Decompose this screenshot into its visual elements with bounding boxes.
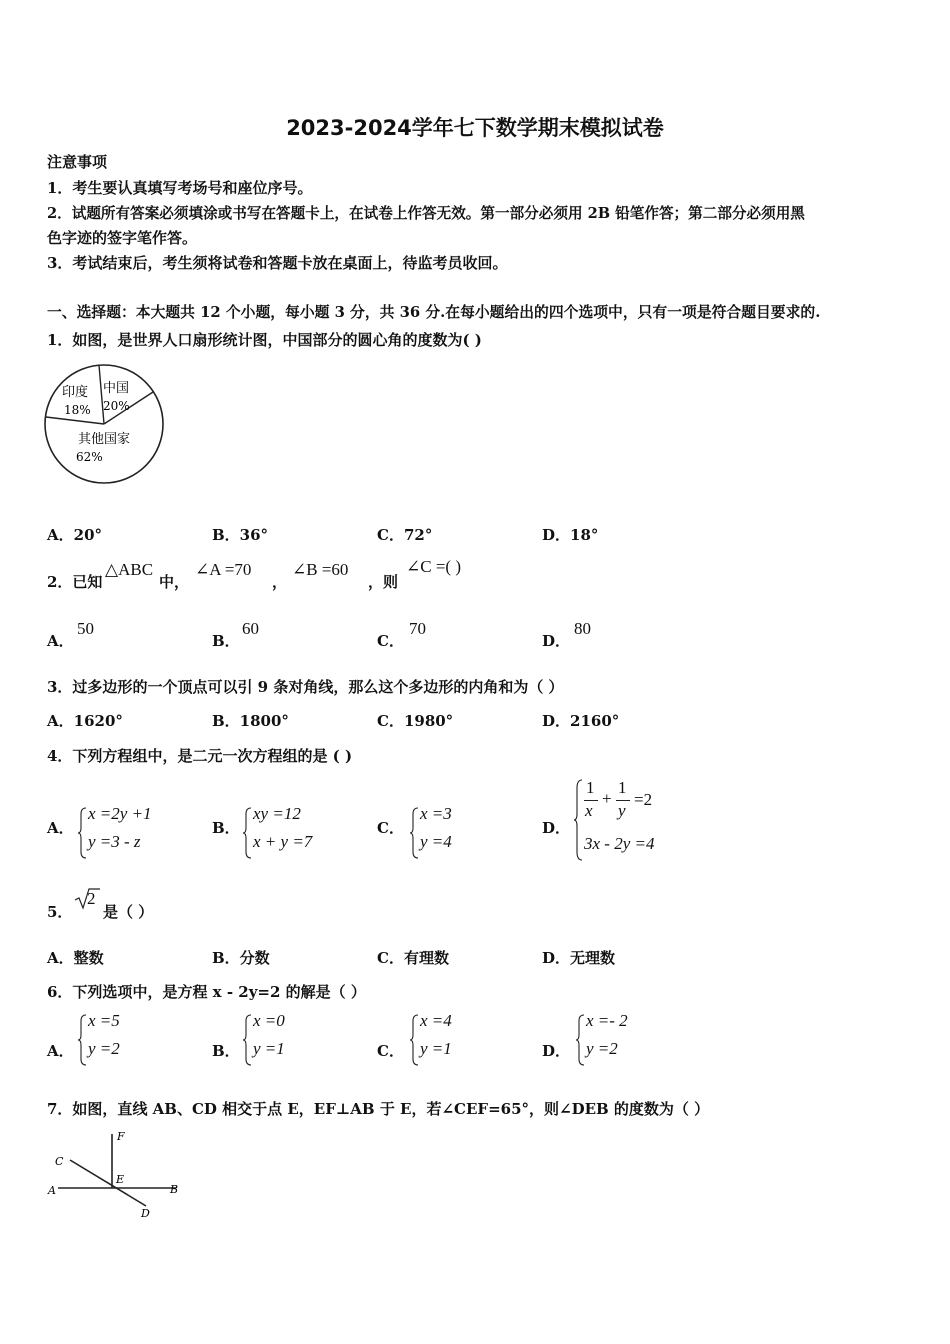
label-D: D [141,1207,150,1220]
q2-angle-a: ∠A =70 [195,560,252,579]
q3-option-d[interactable]: D．2160° [542,712,620,730]
q4-d-denominator-y: y [618,801,626,820]
pie-label-other: 其他国家 [78,432,131,447]
q6-stem: 6．下列选项中，是方程 x - 2y=2 的解是（ ） [47,983,366,1001]
q5-tail: 是（ ） [103,903,154,921]
label-E: E [116,1173,125,1186]
q6-a-line-1: x =5 [88,1011,120,1030]
note-2a: 2．试题所有答案必须填涂或书写在答题卡上，在试卷上作答无效。第一部分必须用 2B 铅笔作答；第二部分必须用黑 [47,205,805,222]
q2-option-a-label[interactable]: A． [47,632,74,650]
q3-stem: 3．过多边形的一个顶点可以引 9 条对角线，那么这个多边形的内角和为（ ） [47,678,564,696]
q7-figure [44,1126,188,1222]
q4-d-line-2: 3x - 2y =4 [584,834,655,853]
q5-option-d[interactable]: D．无理数 [542,949,616,967]
label-B: B [170,1183,179,1196]
q4-option-a-label[interactable]: A． [47,819,74,837]
q4-b-line-2: x + y =7 [253,832,313,851]
q4-option-c-label[interactable]: C． [377,819,404,837]
note-2b: 色字迹的签字笔作答。 [47,229,198,247]
q4-option-c-system [410,806,480,860]
q4-option-d-label[interactable]: D． [542,819,571,837]
brace-icon [576,1013,586,1067]
q2-prefix: 2．已知 [47,573,103,591]
q4-c-line-2: y =4 [420,832,452,851]
q6-option-d-system [576,1013,656,1067]
q6-option-a-system [78,1013,148,1067]
q6-c-line-2: y =1 [420,1039,452,1058]
q1-option-c[interactable]: C．72° [377,526,433,544]
q7-stem: 7．如图，直线 AB、CD 相交于点 E，EF⊥AB 于 E，若∠CEF=65°，则∠DEB 的度数为（ ） [47,1100,710,1118]
q5-option-b[interactable]: B．分数 [212,949,270,967]
q2-angle-b: ∠B =60 [292,560,349,579]
q2-option-d-value: 80 [574,619,591,638]
pie-label-india-pct: 18% [64,403,91,417]
notes-heading: 注意事项 [47,153,108,171]
q4-d-numerator-2: 1 [618,778,627,797]
q1-option-d[interactable]: D．18° [542,526,599,544]
q1-option-a[interactable]: A．20° [47,526,103,544]
q6-a-line-2: y =2 [88,1039,120,1058]
q4-d-denominator-x: x [585,801,593,820]
q5-number: 5． [47,903,73,921]
q6-option-b-system [243,1013,313,1067]
note-1: 1．考生要认真填写考场号和座位序号。 [47,179,313,197]
pie-label-india: 印度 [62,385,89,400]
q6-option-c-label[interactable]: C． [377,1042,404,1060]
q4-option-b-system [243,806,333,860]
q6-option-c-system [410,1013,480,1067]
q4-d-eq: =2 [634,790,653,809]
pie-label-other-pct: 62% [76,450,103,464]
q3-option-a[interactable]: A．1620° [47,712,123,730]
q2-triangle: △ABC [105,560,154,579]
q4-option-a-system [78,806,178,860]
q5-radicand: 2 [87,889,96,908]
q2-option-d-label[interactable]: D． [542,632,571,650]
q4-a-line-2: y =3 - z [88,832,141,851]
q2-ask: ∠C =( ) [406,557,461,576]
q2-option-b-value: 60 [242,619,259,638]
q6-d-line-2: y =2 [586,1039,618,1058]
q3-option-b[interactable]: B．1800° [212,712,289,730]
section-1-heading: 一、选择题：本大题共 12 个小题，每小题 3 分，共 36 分.在每小题给出的四个选项中，只有一项是符合题目要求的. [47,304,821,321]
note-3: 3．考试结束后，考生须将试卷和答题卡放在桌面上，待监考员收回。 [47,254,508,272]
brace-icon [410,806,420,860]
label-F: F [117,1130,125,1143]
q1-stem: 1．如图，是世界人口扇形统计图，中国部分的圆心角的度数为( ) [47,331,482,349]
q5-option-c[interactable]: C．有理数 [377,949,449,967]
q4-d-numerator-1: 1 [586,778,595,797]
label-C: C [55,1155,64,1168]
q6-c-line-1: x =4 [420,1011,452,1030]
q4-b-line-1: xy =12 [253,804,301,823]
q5-option-a[interactable]: A．整数 [47,949,104,967]
q6-d-line-1: x =- 2 [586,1011,628,1030]
q4-stem: 4．下列方程组中，是二元一次方程组的是 ( ) [47,747,353,765]
q2-option-a-value: 50 [77,619,94,638]
pie-label-china: 中国 [103,381,130,396]
brace-icon [78,1013,88,1067]
q6-b-line-1: x =0 [253,1011,285,1030]
label-A: A [48,1184,56,1197]
q4-d-plus: + [602,789,612,808]
brace-icon [243,1013,253,1067]
q2-comma-1: ， [272,573,288,591]
q3-option-c[interactable]: C．1980° [377,712,454,730]
q2-comma-2: ，则 [368,573,399,591]
q6-option-b-label[interactable]: B． [212,1042,240,1060]
q4-option-d-system [574,778,684,862]
q2-option-c-label[interactable]: C． [377,632,404,650]
brace-icon [243,806,253,860]
q4-a-line-1: x =2y +1 [88,804,152,823]
brace-icon [410,1013,420,1067]
q4-option-b-label[interactable]: B． [212,819,240,837]
brace-icon [78,806,88,860]
q2-mid: 中， [159,573,190,591]
q6-b-line-2: y =1 [253,1039,285,1058]
q1-option-b[interactable]: B．36° [212,526,269,544]
q6-option-d-label[interactable]: D． [542,1042,571,1060]
page-title: 2023-2024学年七下数学期末模拟试卷 [286,116,664,140]
q1-pie-chart [40,362,170,488]
pie-label-china-pct: 20% [103,399,130,413]
brace-icon [574,778,584,862]
q2-option-b-label[interactable]: B． [212,632,240,650]
q4-c-line-1: x =3 [420,804,452,823]
q2-option-c-value: 70 [409,619,426,638]
q6-option-a-label[interactable]: A． [47,1042,74,1060]
